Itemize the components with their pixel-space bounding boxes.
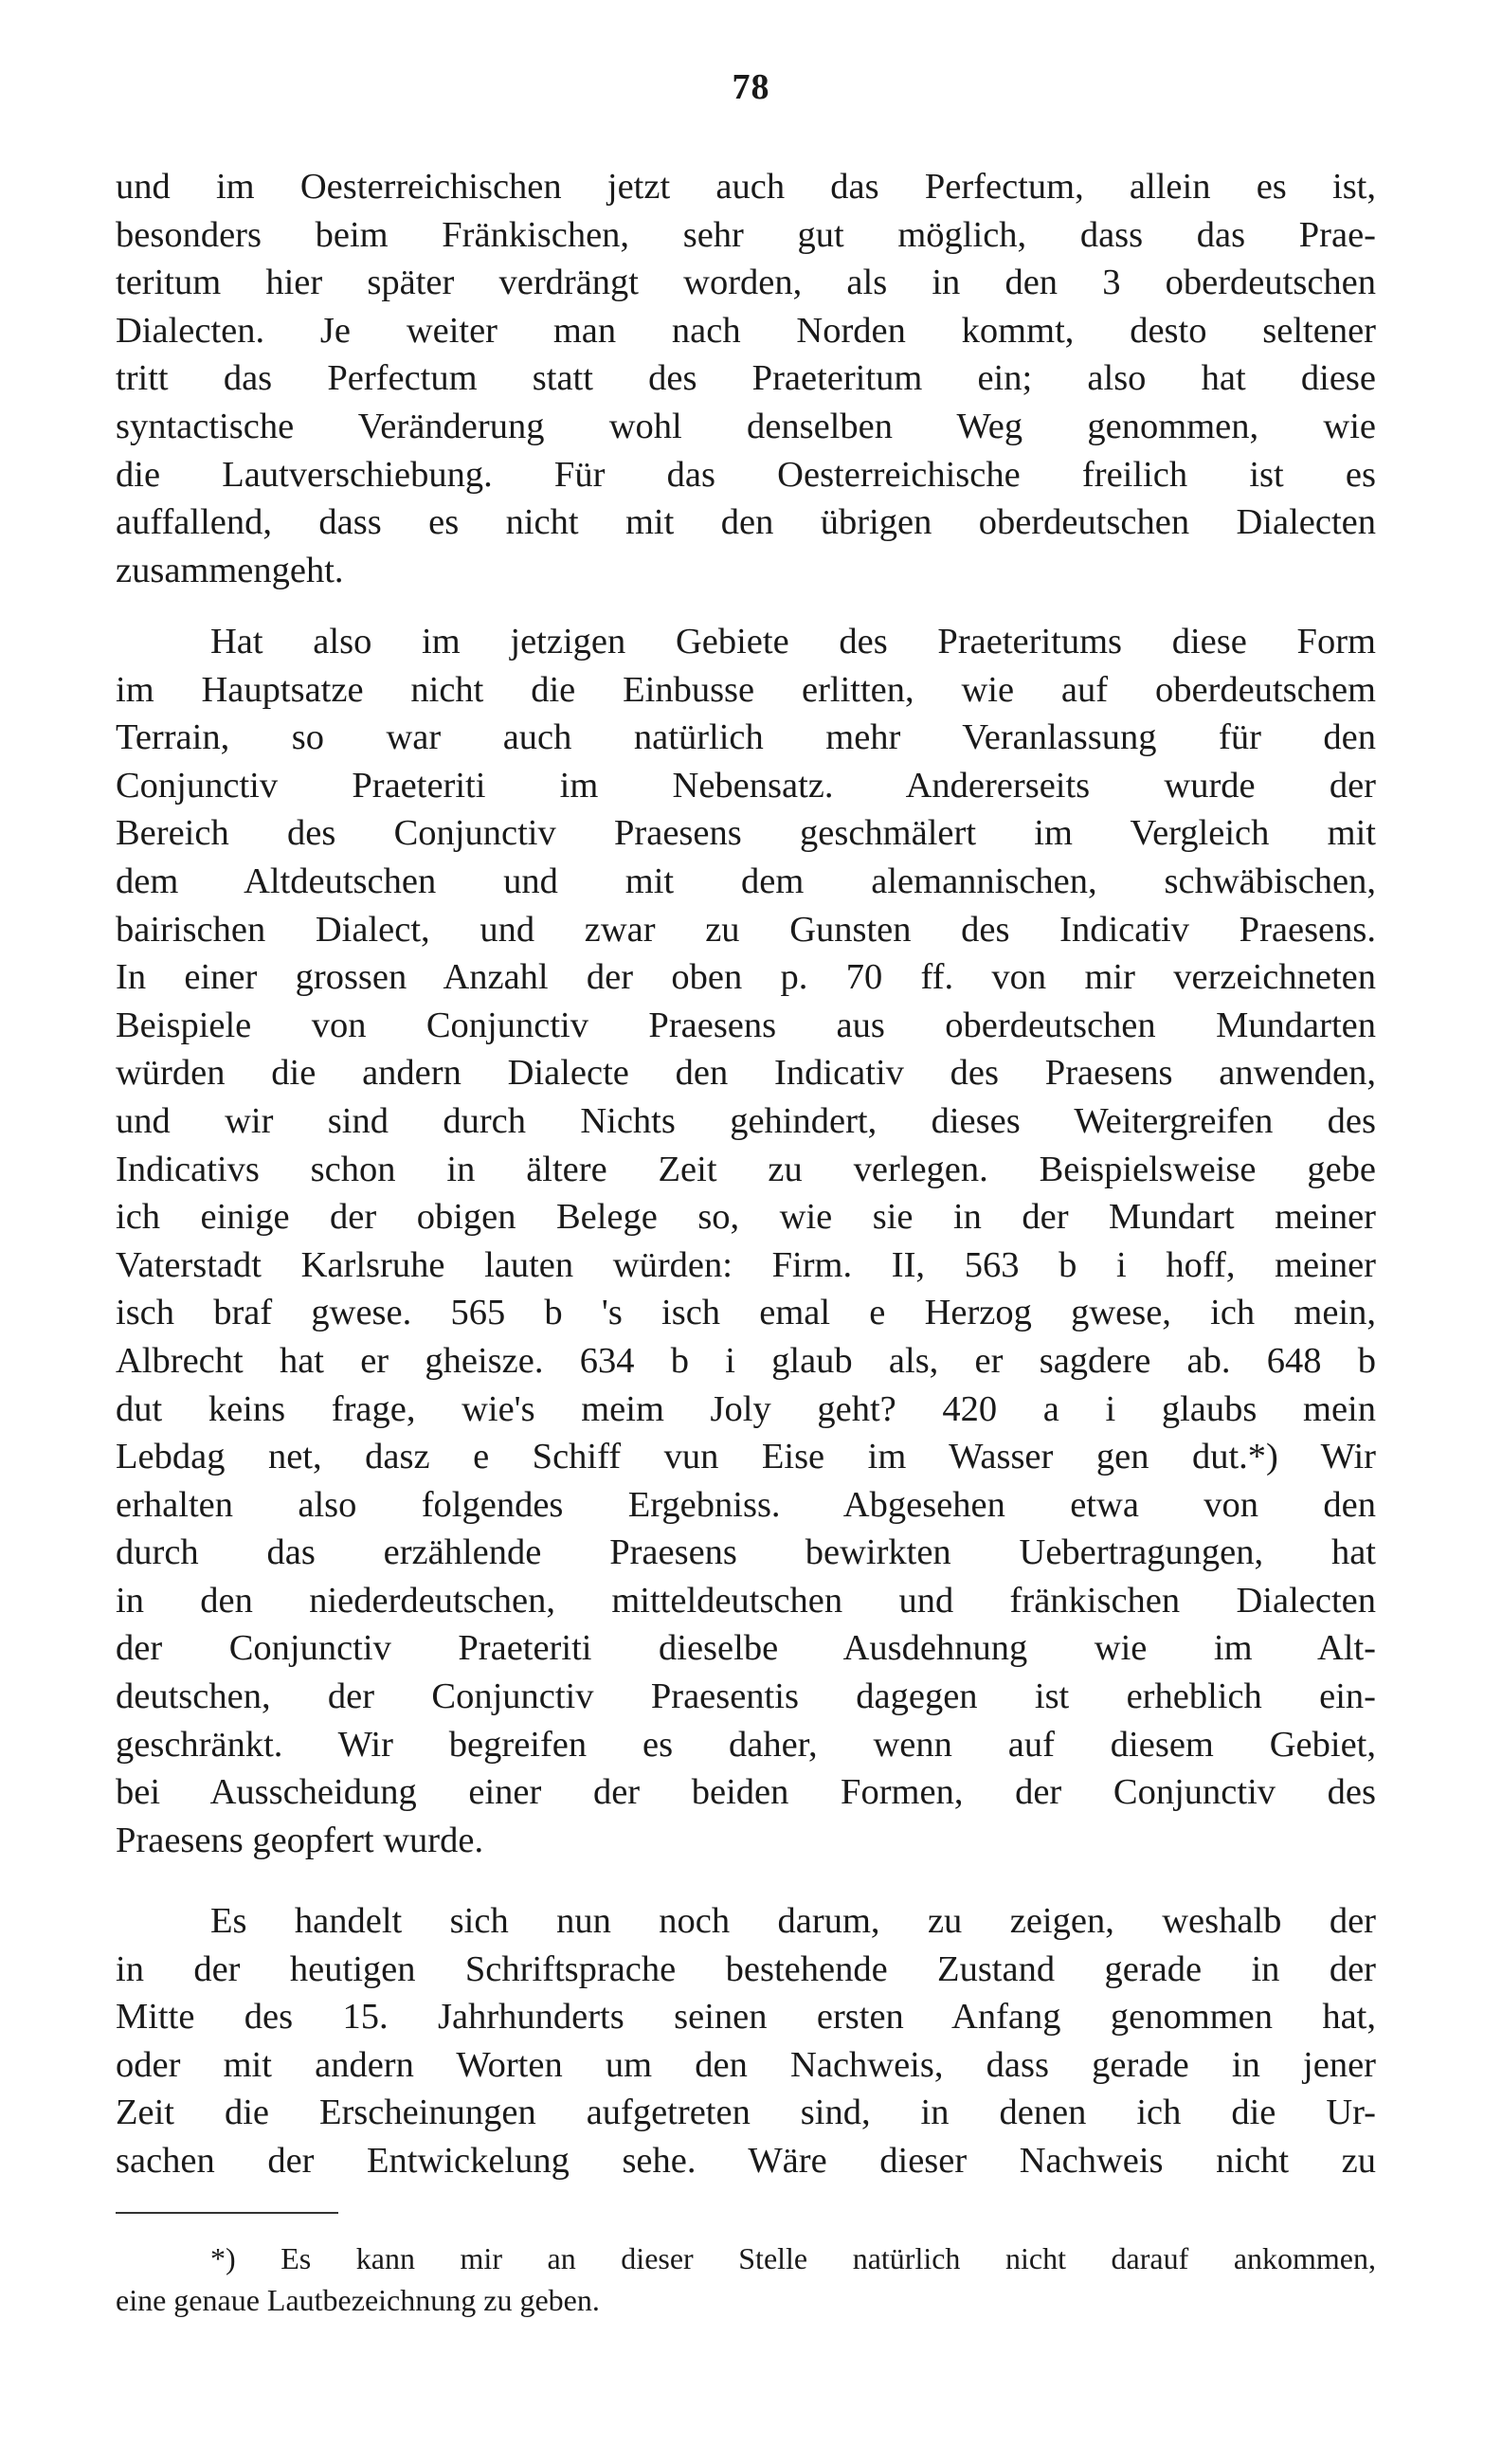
text-line: die Lautverschiebung. Für das Oesterreichische freilich ist es — [116, 454, 1376, 495]
text-line: Albrecht hat er gheisze. 634 b i glaub als, er sagdere ab. 648 b — [116, 1340, 1376, 1381]
text-line: zusammengeht. — [116, 550, 344, 590]
text-line: oder mit andern Worten um den Nachweis, dass gerade in jener — [116, 2044, 1376, 2085]
text-line: isch braf gwese. 565 b 's isch emal e Herzog gwese, ich mein, — [116, 1293, 1376, 1333]
text-line: Zeit die Erscheinungen aufgetreten sind, in denen ich die Ur- — [116, 2093, 1376, 2133]
text-line: erhalten also folgendes Ergebniss. Abgesehen etwa von den — [116, 1484, 1376, 1525]
text-line: ich einige der obigen Belege so, wie sie in der Mundart meiner — [116, 1197, 1376, 1238]
text-line: im Hauptsatze nicht die Einbusse erlitten, wie auf oberdeutschem — [116, 669, 1376, 710]
text-line: besonders beim Fränkischen, sehr gut möglich, dass das Prae- — [116, 214, 1376, 255]
paragraph-2 — [116, 618, 1376, 1864]
text-line: In einer grossen Anzahl der oben p. 70 ff. von mir verzeichneten — [116, 957, 1376, 998]
text-line: bairischen Dialect, und zwar zu Gunsten des Indicativ Praesens. — [116, 909, 1376, 950]
text-line: teritum hier später verdrängt worden, als in den 3 oberdeutschen — [116, 263, 1376, 303]
text-line: Es handelt sich nun noch darum, zu zeigen, weshalb der — [210, 1901, 1376, 1941]
text-line: der Conjunctiv Praeteriti dieselbe Ausdehnung wie im Alt- — [116, 1628, 1376, 1669]
text-line: bei Ausscheidung einer der beiden Formen, der Conjunctiv des — [116, 1772, 1376, 1813]
text-line: durch das erzählende Praesens bewirkten Uebertragungen, hat — [116, 1532, 1376, 1573]
text-line: in den niederdeutschen, mitteldeutschen und fränkischen Dialecten — [116, 1580, 1376, 1621]
text-line: würden die andern Dialecte den Indicativ des Praesens anwenden, — [116, 1053, 1376, 1094]
footnote — [116, 2238, 1376, 2321]
text-line: deutschen, der Conjunctiv Praesentis dagegen ist erheblich ein- — [116, 1676, 1376, 1717]
text-line: Indicativs schon in ältere Zeit zu verlegen. Beispielsweise gebe — [116, 1149, 1376, 1189]
text-line: Bereich des Conjunctiv Praesens geschmälert im Vergleich mit — [116, 813, 1376, 854]
text-line: Lebdag net, dasz e Schiff vun Eise im Wasser gen dut.*) Wir — [116, 1437, 1376, 1477]
text-line: Terrain, so war auch natürlich mehr Veranlassung für den — [116, 717, 1376, 758]
footnote-divider — [116, 2212, 338, 2214]
text-line: sachen der Entwickelung sehe. Wäre dieser Nachweis nicht zu — [116, 2140, 1376, 2181]
text-line: Hat also im jetzigen Gebiete des Praeteritums diese Form — [210, 622, 1376, 661]
text-line: geschränkt. Wir begreifen es daher, wenn auf diesem Gebiet, — [116, 1724, 1376, 1765]
text-line: Conjunctiv Praeteriti im Nebensatz. Andererseits wurde der — [116, 765, 1376, 806]
text-line: dem Altdeutschen und mit dem alemannischen, schwäbischen, — [116, 861, 1376, 901]
paragraph-1 — [116, 163, 1376, 594]
page-number: 78 — [732, 67, 770, 107]
text-line: tritt das Perfectum statt des Praeteritum ein; also hat diese — [116, 358, 1376, 399]
footnote-line: eine genaue Lautbezeichnung zu geben. — [116, 2283, 600, 2317]
text-line: syntactische Veränderung wohl denselben Weg genommen, wie — [116, 406, 1376, 446]
text-line: Dialecten. Je weiter man nach Norden kommt, desto seltener — [116, 310, 1376, 351]
text-line: und wir sind durch Nichts gehindert, dieses Weitergreifen des — [116, 1100, 1376, 1141]
text-line: Beispiele von Conjunctiv Praesens aus oberdeutschen Mundarten — [116, 1005, 1376, 1045]
text-line: in der heutigen Schriftsprache bestehende Zustand gerade in der — [116, 1948, 1376, 1989]
text-line: Vaterstadt Karlsruhe lauten würden: Firm. II, 563 b i hoff, meiner — [116, 1244, 1376, 1285]
footnote-line: *) Es kann mir an dieser Stelle natürlich nicht darauf ankommen, — [210, 2241, 1376, 2275]
text-line: Praesens geopfert wurde. — [116, 1820, 484, 1860]
text-line: und im Oesterreichischen jetzt auch das Perfectum, allein es ist, — [116, 167, 1376, 207]
text-line: auffallend, dass es nicht mit den übrigen oberdeutschen Dialecten — [116, 502, 1376, 543]
text-line: dut keins frage, wie's meim Joly geht? 420 a i glaubs mein — [116, 1388, 1376, 1429]
paragraph-3 — [116, 1897, 1376, 2185]
text-line: Mitte des 15. Jahrhunderts seinen ersten Anfang genommen hat, — [116, 1997, 1376, 2038]
